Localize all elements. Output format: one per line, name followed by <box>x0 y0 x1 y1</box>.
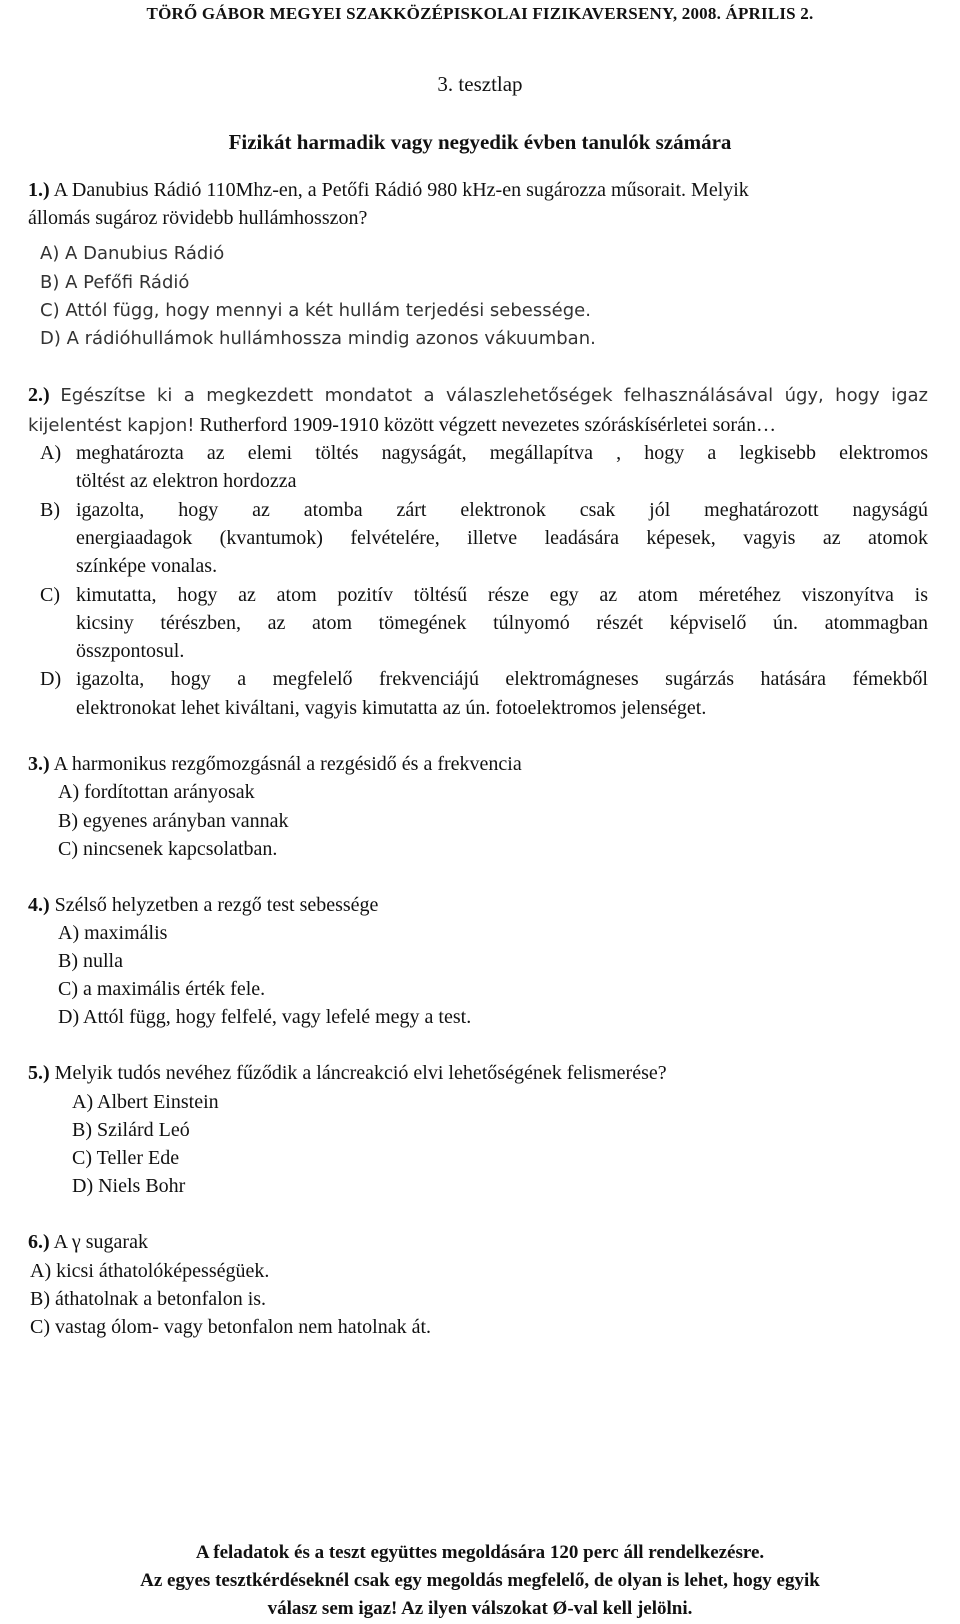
question-2-option-c-line2: kicsiny térészben, az atom tömegének túlnyomó részét képviselő ún. atommagban <box>76 612 928 634</box>
footer-instruction-2: válasz sem igaz! Az ilyen válszokat Ø-val kell jelölni. <box>267 1598 693 1619</box>
question-2-option-b-line1: igazolta, hogy az atomba zárt elektronok csak jól meghatározott nagyságú <box>76 499 928 521</box>
question-5-option-a: A) Albert Einstein <box>72 1091 219 1113</box>
question-4-text: Szélső helyzetben a rezgő test sebessége <box>54 894 379 916</box>
footer-instruction-1: Az egyes tesztkérdéseknél csak egy megoldás megfelelő, de olyan is lehet, hogy egyik <box>140 1570 820 1591</box>
question-1-text: A Danubius Rádió 110Mhz-en, a Petőfi Rádió 980 kHz-en sugározza műsorait. Melyik <box>53 179 749 201</box>
question-1-option-a: A) A Danubius Rádió <box>40 243 225 264</box>
question-6-line <box>28 1228 148 1256</box>
question-2-option-c-line3: összpontosul. <box>76 640 185 662</box>
question-2-option-a-line1: meghatározta az elemi töltés nagyságát, megállapítva , hogy a legkisebb elektromos <box>76 442 928 464</box>
target-audience: Fizikát harmadik vagy negyedik évben tanulók számára <box>228 130 732 154</box>
question-3-option-b: B) egyenes arányban vannak <box>58 810 289 832</box>
question-2-option-b-line3: színképe vonalas. <box>76 555 218 577</box>
question-5-line <box>28 1059 667 1087</box>
question-2-line2 <box>28 411 776 440</box>
question-1-line1 <box>28 176 749 204</box>
question-2-text-2b: Rutherford 1909-1910 között végzett nevezetes szóráskísérletei során… <box>199 414 776 436</box>
question-2-text-2a: kijelentést kapjon! <box>28 415 195 436</box>
question-2-option-c-label: C) <box>40 584 60 606</box>
question-4-option-a: A) maximális <box>58 922 168 944</box>
question-2-option-c-line1: kimutatta, hogy az atom pozitív töltésű része egy az atom méretéhez viszonyítva is <box>76 584 928 606</box>
question-3-line <box>28 750 522 778</box>
question-2-option-d-line2: elektronokat lehet kiváltani, vagyis kimutatta az ún. fotoelektromos jelenséget. <box>76 697 707 719</box>
question-1-option-d: D) A rádióhullámok hullámhossza mindig azonos vákuumban. <box>40 328 596 349</box>
question-5-option-d: D) Niels Bohr <box>72 1175 186 1197</box>
question-2-number: 2.) <box>28 384 50 406</box>
question-1-line2: állomás sugároz rövidebb hullámhosszon? <box>28 207 368 229</box>
question-6-option-a: A) kicsi áthatolóképességüek. <box>30 1260 270 1282</box>
sheet-number: 3. tesztlap <box>437 72 523 96</box>
question-6-text: A γ sugarak <box>53 1231 148 1253</box>
question-4-number: 4.) <box>28 894 50 916</box>
question-3-option-c: C) nincsenek kapcsolatban. <box>58 838 278 860</box>
question-1-number: 1.) <box>28 179 50 201</box>
question-3-number: 3.) <box>28 753 50 775</box>
question-4-option-c: C) a maximális érték fele. <box>58 978 266 1000</box>
question-5-text: Melyik tudós nevéhez fűződik a láncreakció elvi lehetőségének felismerése? <box>54 1062 667 1084</box>
question-2-option-b-line2: energiaadagok (kvantumok) felvételére, illetve leadására képesek, vagyis az atomok <box>76 527 928 549</box>
question-2-option-a-label: A) <box>40 442 62 464</box>
question-5-number: 5.) <box>28 1062 50 1084</box>
question-2-option-a-line2: töltést az elektron hordozza <box>76 470 297 492</box>
footer-time-limit: A feladatok és a teszt együttes megoldására 120 perc áll rendelkezésre. <box>195 1542 765 1563</box>
question-1-option-b: B) A Pefőfi Rádió <box>40 272 190 293</box>
question-4-line <box>28 891 378 919</box>
question-4-option-b: B) nulla <box>58 950 123 972</box>
question-5-option-b: B) Szilárd Leó <box>72 1119 190 1141</box>
question-2-option-d-label: D) <box>40 668 62 690</box>
question-6-number: 6.) <box>28 1231 50 1253</box>
page-header: TÖRŐ GÁBOR MEGYEI SZAKKÖZÉPISKOLAI FIZIKAVERSENY, 2008. ÁPRILIS 2. <box>146 4 814 23</box>
question-3-option-a: A) fordítottan arányosak <box>58 781 255 803</box>
question-2-option-b-label: B) <box>40 499 60 521</box>
question-1-option-c: C) Attól függ, hogy mennyi a két hullám terjedési sebessége. <box>40 300 591 321</box>
question-5-option-c: C) Teller Ede <box>72 1147 180 1169</box>
question-2-line1 <box>28 381 928 410</box>
question-6-option-c: C) vastag ólom- vagy betonfalon nem hatolnak át. <box>30 1316 432 1338</box>
question-3-text: A harmonikus rezgőmozgásnál a rezgésidő és a frekvencia <box>53 753 522 775</box>
question-2-option-d-line1: igazolta, hogy a megfelelő frekvenciájú elektromágneses sugárzás hatására fémekből <box>76 668 928 690</box>
question-6-option-b: B) áthatolnak a betonfalon is. <box>30 1288 267 1310</box>
question-4-option-d: D) Attól függ, hogy felfelé, vagy lefelé megy a test. <box>58 1006 472 1028</box>
question-2-text: Egészítse ki a megkezdett mondatot a válaszlehetőségek felhasználásával úgy, hogy igaz <box>60 385 928 406</box>
